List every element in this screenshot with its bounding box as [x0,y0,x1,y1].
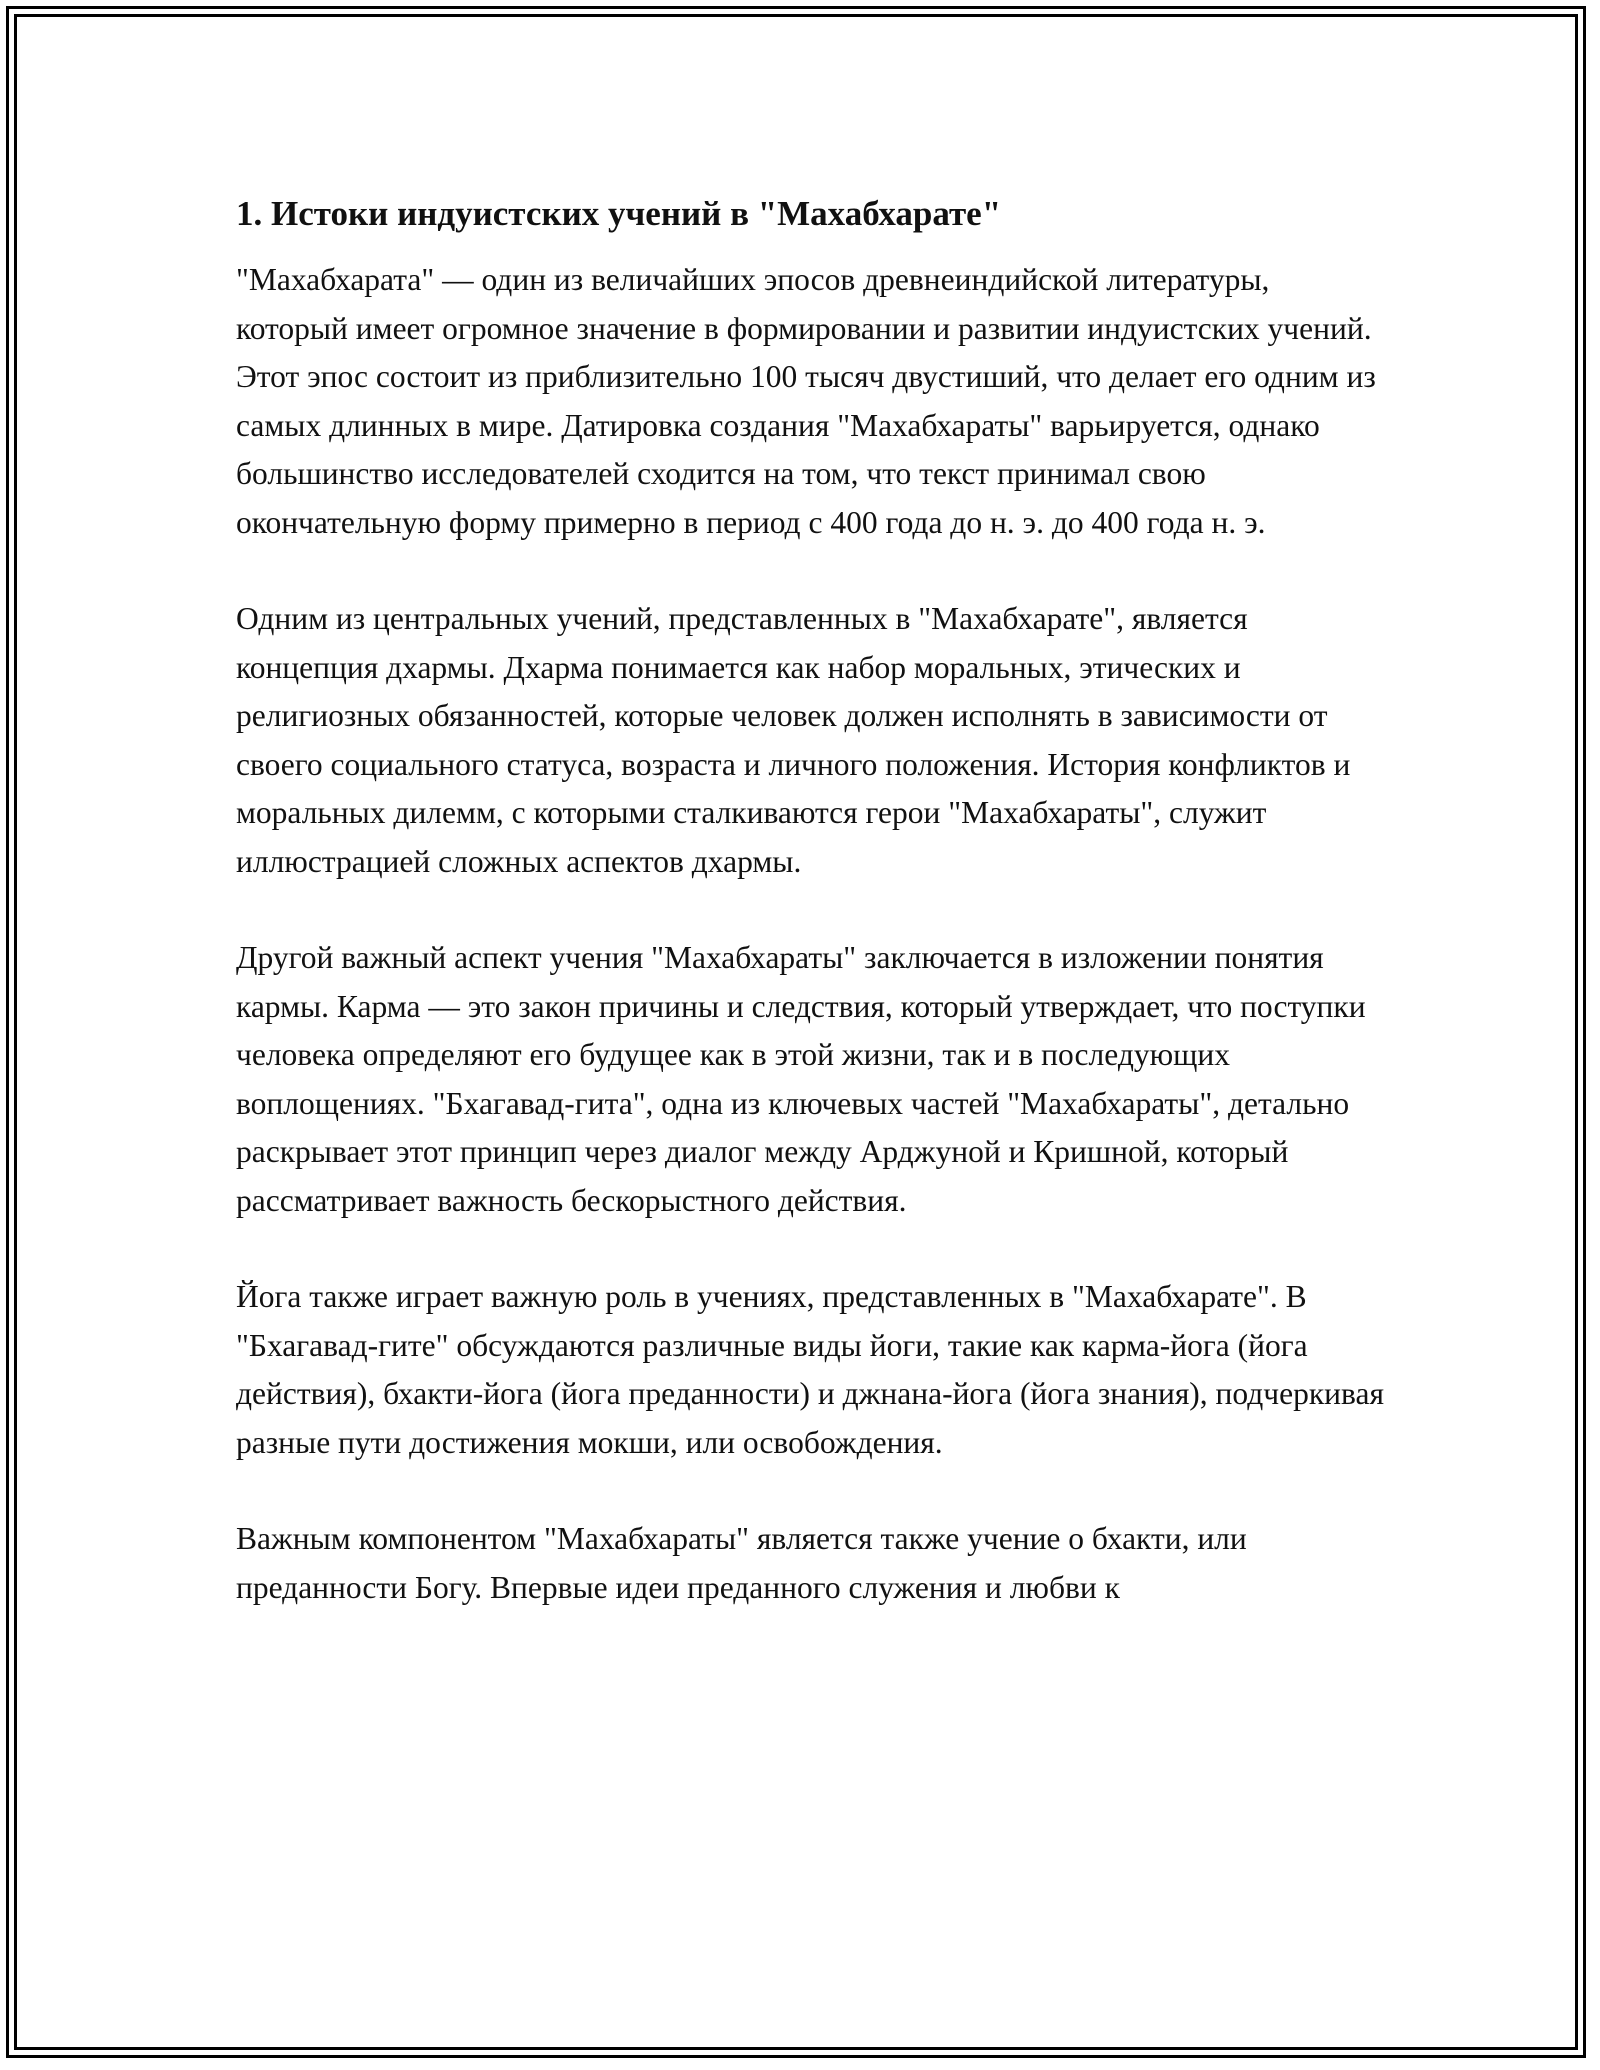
paragraph-yoga: Йога также играет важную роль в учениях, представленных в "Махабхарате". В "Бхагавад-гите" обсуждаются различные виды йоги, такие как карма-йога (йога действия), бхакти-йога (йога преданности) и джнана-йога (йога знания), подчеркивая разные пути достижения мокши, или освобождения. [236,1279,1384,1460]
section-heading: 1. Истоки индуистских учений в "Махабхарате" [236,194,1002,233]
paragraph-mahabharata-intro: "Махабхарата" — один из величайших эпосов древнеиндийской литературы, который имеет огромное значение в формировании и развитии индуистских учений. Этот эпос состоит из приблизительно 100 тысяч двустиший, что делает его одним из самых длинных в мире. Датировка создания "Махабхараты" варьируется, однако большинство исследователей сходится на том, что текст принимал свою окончательную форму примерно в период с 400 года до н. э. до 400 года н. э. [236,262,1376,540]
document-body [236,190,1386,1660]
paragraph-bhakti: Важным компонентом "Махабхараты" является также учение о бхакти, или преданности Богу. Впервые идеи преданного служения и любви к [236,1521,1247,1605]
paragraph-dharma: Одним из центральных учений, представленных в "Махабхарате", является концепция дхармы. Дхарма понимается как набор моральных, этических и религиозных обязанностей, которые человек должен исполнять в зависимости от своего социального статуса, возраста и личного положения. История конфликтов и моральных дилемм, с которыми сталкиваются герои "Махабхараты", служит иллюстрацией сложных аспектов дхармы. [236,601,1351,879]
paragraph-karma: Другой важный аспект учения "Махабхараты" заключается в изложении понятия кармы. Карма — это закон причины и следствия, который утверждает, что поступки человека определяют его будущее как в этой жизни, так и в последующих воплощениях. "Бхагавад-гита", одна из ключевых частей "Махабхараты", детально раскрывает этот принцип через диалог между Арджуной и Кришной, который рассматривает важность бескорыстного действия. [236,940,1366,1218]
